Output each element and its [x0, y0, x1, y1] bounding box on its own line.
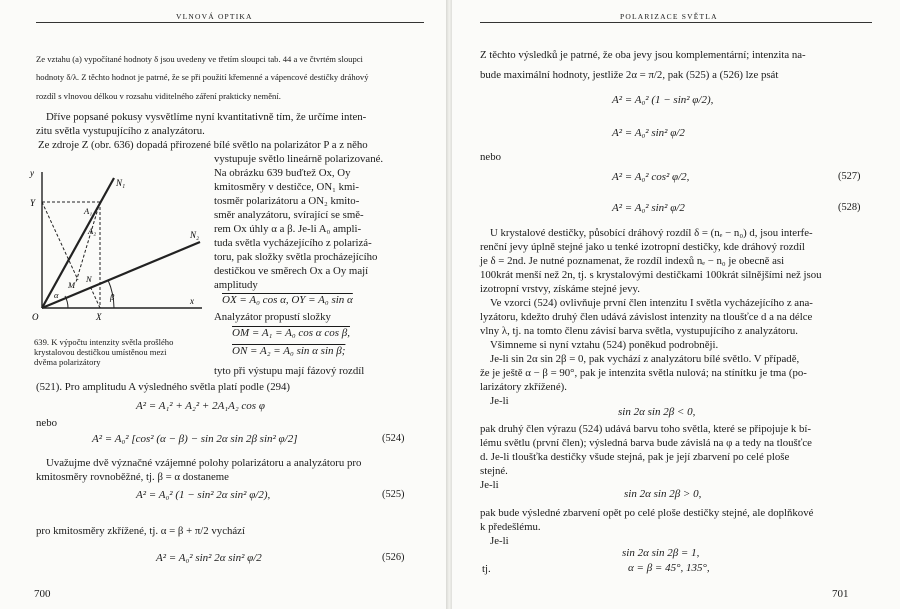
- equation: sin 2α sin 2β > 0,: [624, 488, 702, 500]
- equation-number: (526): [382, 552, 405, 563]
- projection-line: [42, 202, 78, 280]
- label-M: M: [68, 280, 76, 290]
- text-line: zitu světla vystupujícího z analyzátoru.: [36, 125, 205, 137]
- label-A2: A₂: [88, 226, 97, 236]
- equation: A² = A₀² [cos² (α − β) − sin 2α sin 2β sin² φ/2]: [92, 433, 298, 445]
- label-N1: N₁: [116, 178, 126, 188]
- equation: A² = A₀² sin² φ/2: [612, 127, 685, 139]
- equation: α = β = 45°, 135°,: [628, 562, 710, 574]
- text-line: d. Je-li tloušťka destičky všude stejná, pak je její zbarvení po celé ploše: [480, 451, 790, 463]
- text-line: vystupuje světlo lineárně polarizované.: [214, 153, 384, 165]
- figure-caption: krystalovou destičkou umístěnou mezi: [34, 347, 167, 357]
- equation: sin 2α sin 2β = 1,: [622, 547, 700, 559]
- text-line: izotropní vrstvy, získáme stejné jevy.: [480, 283, 640, 295]
- small-print-line: hodnoty δ/λ. Z těchto hodnot je patrné, že se při použití křemenné a vápencové destičky dráhový: [36, 72, 369, 82]
- text-line: tj.: [482, 563, 491, 575]
- text-line: pak bude výsledné zbarvení opět po celé ploše destičky stejné, ale doplňkové: [480, 507, 814, 519]
- text-line: (521). Pro amplitudu A výsledného světla platí podle (294): [36, 381, 290, 393]
- equation: A² = A₁² + A₂² + 2A₁A₂ cos φ: [136, 400, 265, 412]
- polarizer-direction-n1: [42, 178, 114, 308]
- small-print-line: rozdíl s vlnovou délkou v rozsahu viditelného záření prakticky nemění.: [36, 91, 281, 101]
- text-line: 100krát menší než 2n, tj. s krystalovými destičkami 100krát silnějšími než jsou: [480, 269, 822, 281]
- equation: ON = A₂ = A₀ sin α sin β;: [232, 345, 346, 357]
- equation: OX = A₀ cos α, OY = A₀ sin α: [222, 294, 353, 306]
- projection-line: [90, 286, 100, 308]
- figure-caption: dvěma polarizátory: [34, 357, 101, 367]
- text-line: amplitudy: [214, 279, 258, 291]
- header-rule-left: [36, 22, 424, 23]
- text-line: směr analyzátoru, svírající se smě-: [214, 209, 364, 221]
- text-line: tuda světla vycházejícího z polarizá-: [214, 237, 372, 249]
- right-page: [452, 0, 900, 609]
- text-line: je δ = 2nd. Je nutné poznamenat, že rozdíl indexů nₑ − n₀ je obecně asi: [480, 255, 785, 267]
- text-line: Je-li: [490, 535, 509, 547]
- text-line: tyto při výstupu mají fázový rozdíl: [214, 365, 365, 377]
- figure-caption: 639. K výpočtu intenzity světla prošlého: [34, 337, 174, 347]
- label-N2: N₂: [190, 230, 200, 240]
- label-beta: β: [110, 292, 115, 302]
- text-line: tosměr polarizátoru a ON₂ kmito-: [214, 195, 360, 207]
- text-line: k předešlému.: [480, 521, 541, 533]
- text-line: nebo: [480, 151, 501, 163]
- text-line: Ze zdroje Z (obr. 636) dopadá přirozené bílé světlo na polarizátor P a z něho: [38, 139, 368, 151]
- text-line: nebo: [36, 417, 57, 429]
- figure-639-diagram: [28, 162, 212, 322]
- page-number-left: 700: [34, 588, 51, 600]
- text-line: Na obrázku 639 buďtež Ox, Oy: [214, 167, 351, 179]
- running-head-left: VLNOVÁ OPTIKA: [176, 12, 253, 21]
- equation-number: (527): [838, 171, 861, 182]
- text-line: toru, pak složky světla procházejícího: [214, 251, 378, 263]
- text-line: rem Ox úhly α a β. Je-li A₀ ampli-: [214, 223, 362, 235]
- text-line: larizátory zkřížené).: [480, 381, 567, 393]
- text-line: že je ještě α − β = 90°, pak je intenzita světla nulová; na stínítku je tma (po-: [480, 367, 807, 379]
- label-O: O: [32, 312, 39, 322]
- text-line: Je-li: [490, 395, 509, 407]
- label-N: N: [86, 274, 92, 284]
- text-line: kmitosměry v destičce, ON₁ kmi-: [214, 181, 359, 193]
- equation: A² = A₀² (1 − sin² 2α sin² φ/2),: [136, 489, 271, 501]
- text-line: lému světlu (první člen); výsledná barva bude závislá na φ a tedy na tloušťce: [480, 437, 812, 449]
- header-rule-right: [480, 22, 872, 23]
- equation-number: (524): [382, 433, 405, 444]
- text-line: Uvažujme dvě význačné vzájemné polohy polarizátoru a analyzátoru pro: [46, 457, 362, 469]
- text-line: Ve vzorci (524) ovlivňuje první člen intenzitu I světla vycházejícího z ana-: [490, 297, 813, 309]
- equation-number: (528): [838, 202, 861, 213]
- text-line: U krystalové destičky, působící dráhový rozdíl δ = (nₑ − n₀) d, jsou interfe-: [490, 227, 813, 239]
- label-alpha: α: [54, 290, 59, 300]
- text-line: Je-li: [480, 479, 499, 491]
- label-A1: A₁: [84, 206, 93, 216]
- text-line: bude maximální hodnoty, jestliže 2α = π/2, pak (525) a (526) lze psát: [480, 69, 779, 81]
- text-line: pak druhý člen výrazu (524) udává barvu toho světla, které se připojuje k bí-: [480, 423, 811, 435]
- equation: A² = A₀² (1 − sin² φ/2),: [612, 94, 714, 106]
- text-line: lyzátoru, kdežto druhý člen udává závislost intenzity na tloušťce d a na délce: [480, 311, 813, 323]
- label-Y: Y: [30, 198, 36, 208]
- text-line: Z těchto výsledků je patrné, že oba jevy jsou komplementární; intenzita na-: [480, 49, 806, 61]
- equation: sin 2α sin 2β < 0,: [618, 406, 696, 418]
- label-x: x: [190, 296, 194, 306]
- text-line: renční jevy úplně stejné jako u tenké izotropní destičky, kde dráhový rozdíl: [480, 241, 805, 253]
- equation: A² = A₀² cos² φ/2,: [612, 171, 690, 183]
- label-X: X: [96, 312, 102, 322]
- text-line: Je-li sin 2α sin 2β = 0, pak vychází z analyzátoru bílé světlo. V případě,: [490, 353, 800, 365]
- label-y: y: [30, 168, 34, 178]
- equation: A² = A₀² sin² φ/2: [612, 202, 685, 214]
- text-line: destičkou ve směrech Ox a Oy mají: [214, 265, 369, 277]
- text-line: vlny λ, tj. na tomto členu závisí barva světla, vystupujícího z analyzátoru.: [480, 325, 798, 337]
- small-print-line: Ze vztahu (a) vypočítané hodnoty δ jsou uvedeny ve třetím sloupci tab. 44 a ve čtvrtém sloupci: [36, 54, 363, 64]
- text-line: pro kmitosměry zkřížené, tj. α = β + π/2 vychází: [36, 525, 245, 537]
- text-line: Analyzátor propustí složky: [214, 311, 331, 323]
- text-line: kmitosměry rovnoběžné, tj. β = α dostaneme: [36, 471, 229, 483]
- running-head-right: POLARIZACE SVĚTLA: [620, 12, 718, 21]
- text-line: stejné.: [480, 465, 508, 477]
- left-page: [0, 0, 448, 609]
- equation: OM = A₁ = A₀ cos α cos β,: [232, 327, 350, 339]
- page-number-right: 701: [832, 588, 849, 600]
- equation-number: (525): [382, 489, 405, 500]
- text-line: Dříve popsané pokusy vysvětlíme nyní kvantitativně tím, že určíme inten-: [46, 111, 367, 123]
- equation: A² = A₀² sin² 2α sin² φ/2: [156, 552, 262, 564]
- text-line: Všimneme si nyní vztahu (524) poněkud podrobněji.: [490, 339, 719, 351]
